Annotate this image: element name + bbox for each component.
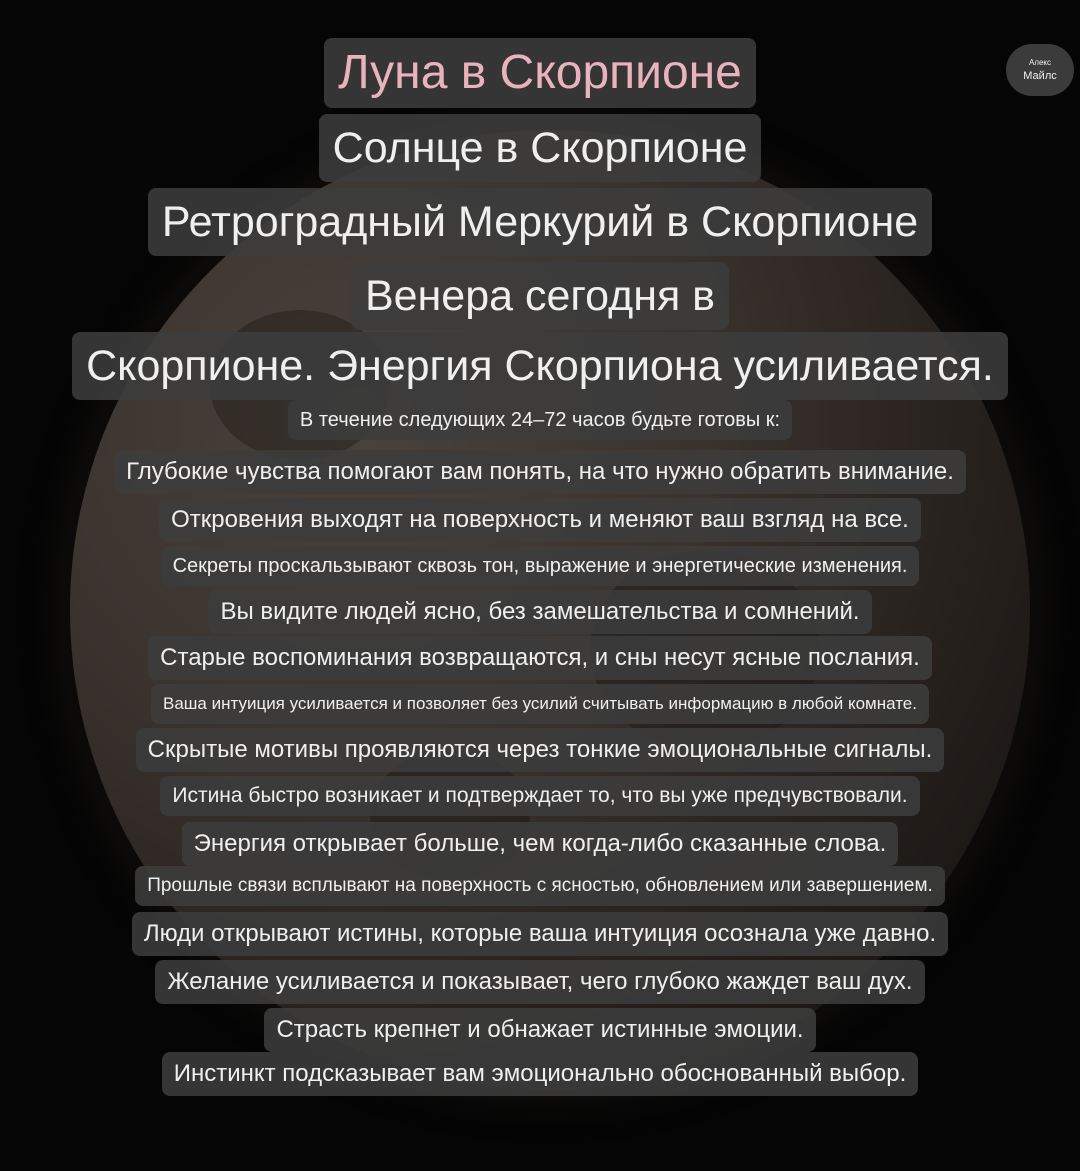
list-item: Желание усиливается и показывает, чего глубоко жаждет ваш дух.: [0, 960, 1080, 1004]
list-item: Люди открывают истины, которые ваша интуиция осознала уже давно.: [0, 912, 1080, 956]
author-first-name: Алекс: [1028, 58, 1052, 67]
list-item: Глубокие чувства помогают вам понять, на что нужно обратить внимание.: [0, 450, 1080, 494]
list-item: Вы видите людей ясно, без замешательства и сомнений.: [0, 590, 1080, 634]
heading-sun: Солнце в Скорпионе: [0, 114, 1080, 182]
list-item: Энергия открывает больше, чем когда-либо сказанные слова.: [0, 822, 1080, 866]
heading-mercury: Ретроградный Меркурий в Скорпионе: [0, 188, 1080, 256]
list-item: Истина быстро возникает и подтверждает то, что вы уже предчувствовали.: [0, 776, 1080, 816]
list-item: Прошлые связи всплывают на поверхность с ясностью, обновлением или завершением.: [0, 866, 1080, 906]
list-item: Страсть крепнет и обнажает истинные эмоции.: [0, 1008, 1080, 1052]
list-item: Секреты проскальзывают сквозь тон, выражение и энергетические изменения.: [0, 546, 1080, 586]
heading-venus: Венера сегодня в: [0, 262, 1080, 330]
list-item: Инстинкт подсказывает вам эмоционально обоснованный выбор.: [0, 1052, 1080, 1096]
intro-text: В течение следующих 24–72 часов будьте готовы к:: [0, 400, 1080, 440]
list-item: Скрытые мотивы проявляются через тонкие эмоциональные сигналы.: [0, 728, 1080, 772]
list-item: Старые воспоминания возвращаются, и сны несут ясные послания.: [0, 636, 1080, 680]
list-item: Ваша интуиция усиливается и позволяет без усилий считывать информацию в любой комнате.: [0, 684, 1080, 724]
author-last-name: Майлс: [1023, 70, 1057, 82]
heading-moon: Луна в Скорпионе: [0, 38, 1080, 108]
heading-energy: Скорпионе. Энергия Скорпиона усиливается.: [0, 332, 1080, 400]
list-item: Откровения выходят на поверхность и меняют ваш взгляд на все.: [0, 498, 1080, 542]
